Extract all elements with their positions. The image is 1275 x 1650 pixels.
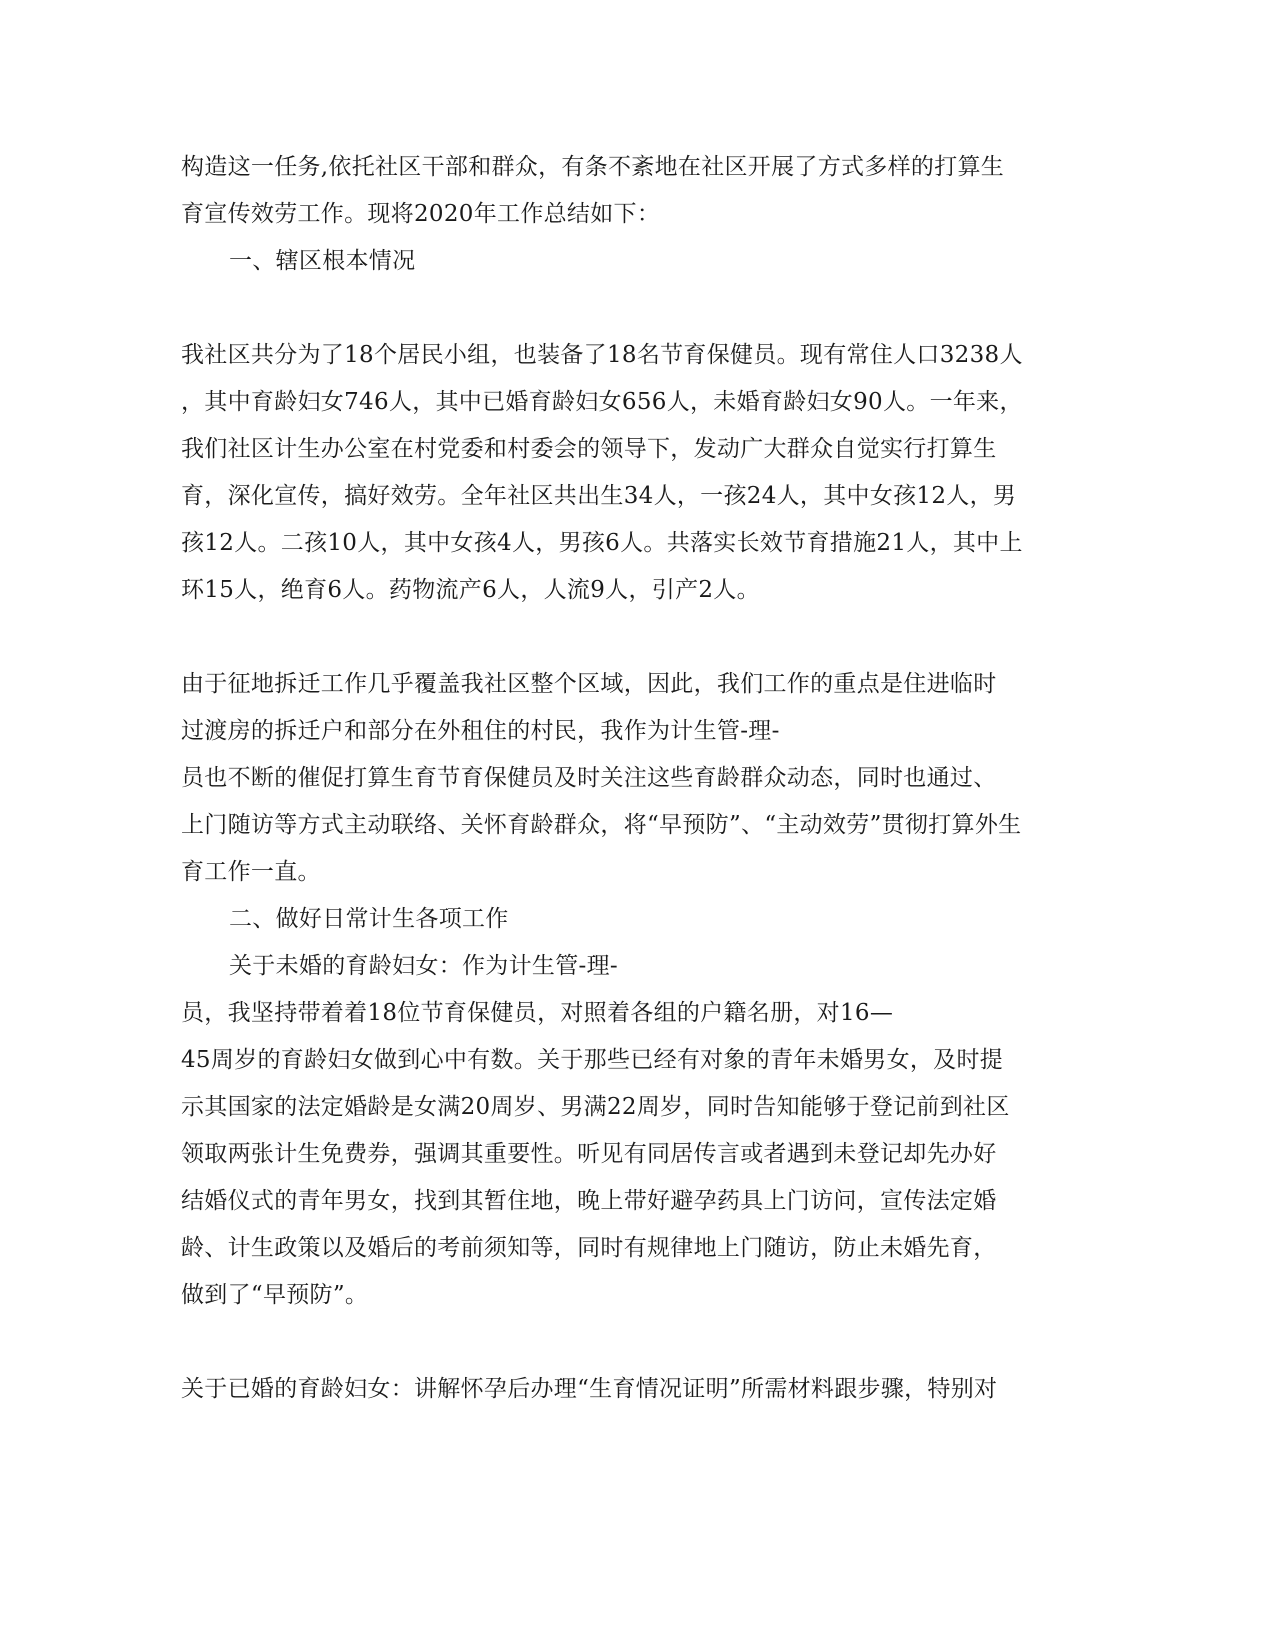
text-line: 环15人，绝育6人。药物流产6人，人流9人，引产2人。 [181, 577, 760, 603]
text-line: 过渡房的拆迁户和部分在外租住的村民，我作为计生管-理- [181, 718, 780, 744]
text-line: 上门随访等方式主动联络、关怀育龄群众，将“早预防”、“主动效劳”贯彻打算外生 [181, 812, 1022, 838]
text-line: 做到了“早预防”。 [181, 1282, 369, 1308]
text-line: 员也不断的催促打算生育节育保健员及时关注这些育龄群众动态，同时也通过、 [181, 765, 997, 791]
text-line: 育宣传效劳工作。现将2020年工作总结如下： [181, 201, 661, 227]
text-line: 我社区共分为了18个居民小组，也装备了18名节育保健员。现有常住人口3238人 [181, 342, 1023, 368]
section-heading: 二、做好日常计生各项工作 [229, 906, 509, 932]
text-line: 育工作一直。 [181, 859, 321, 885]
text-line: 员，我坚持带着着18位节育保健员，对照着各组的户籍名册，对16— [181, 1000, 894, 1026]
text-line: 我们社区计生办公室在村党委和村委会的领导下，发动广大群众自觉实行打算生 [181, 436, 997, 462]
section-heading: 一、辖区根本情况 [229, 248, 416, 274]
text-line: 育，深化宣传，搞好效劳。全年社区共出生34人，一孩24人，其中女孩12人，男 [181, 483, 1017, 509]
text-line: 龄、计生政策以及婚后的考前须知等，同时有规律地上门随访，防止未婚先育， [181, 1235, 997, 1261]
text-line: 45周岁的育龄妇女做到心中有数。关于那些已经有对象的青年未婚男女，及时提 [181, 1047, 1004, 1073]
text-line: 示其国家的法定婚龄是女满20周岁、男满22周岁，同时告知能够于登记前到社区 [181, 1094, 1010, 1120]
text-line: ，其中育龄妇女746人，其中已婚育龄妇女656人，未婚育龄妇女90人。一年来， [181, 389, 1023, 415]
text-line: 由于征地拆迁工作几乎覆盖我社区整个区域，因此，我们工作的重点是住进临时 [181, 671, 997, 697]
text-line: 构造这一任务,依托社区干部和群众，有条不紊地在社区开展了方式多样的打算生 [181, 154, 1005, 180]
text-line: 领取两张计生免费券，强调其重要性。听见有同居传言或者遇到未登记却先办好 [181, 1141, 997, 1167]
text-line: 孩12人。二孩10人，其中女孩4人，男孩6人。共落实长效节育措施21人，其中上 [181, 530, 1023, 556]
text-line: 关于已婚的育龄妇女：讲解怀孕后办理“生育情况证明”所需材料跟步骤，特别对 [181, 1376, 998, 1402]
text-line: 结婚仪式的青年男女，找到其暂住地，晚上带好避孕药具上门访问，宣传法定婚 [181, 1188, 997, 1214]
text-line: 关于未婚的育龄妇女：作为计生管-理- [229, 953, 618, 979]
